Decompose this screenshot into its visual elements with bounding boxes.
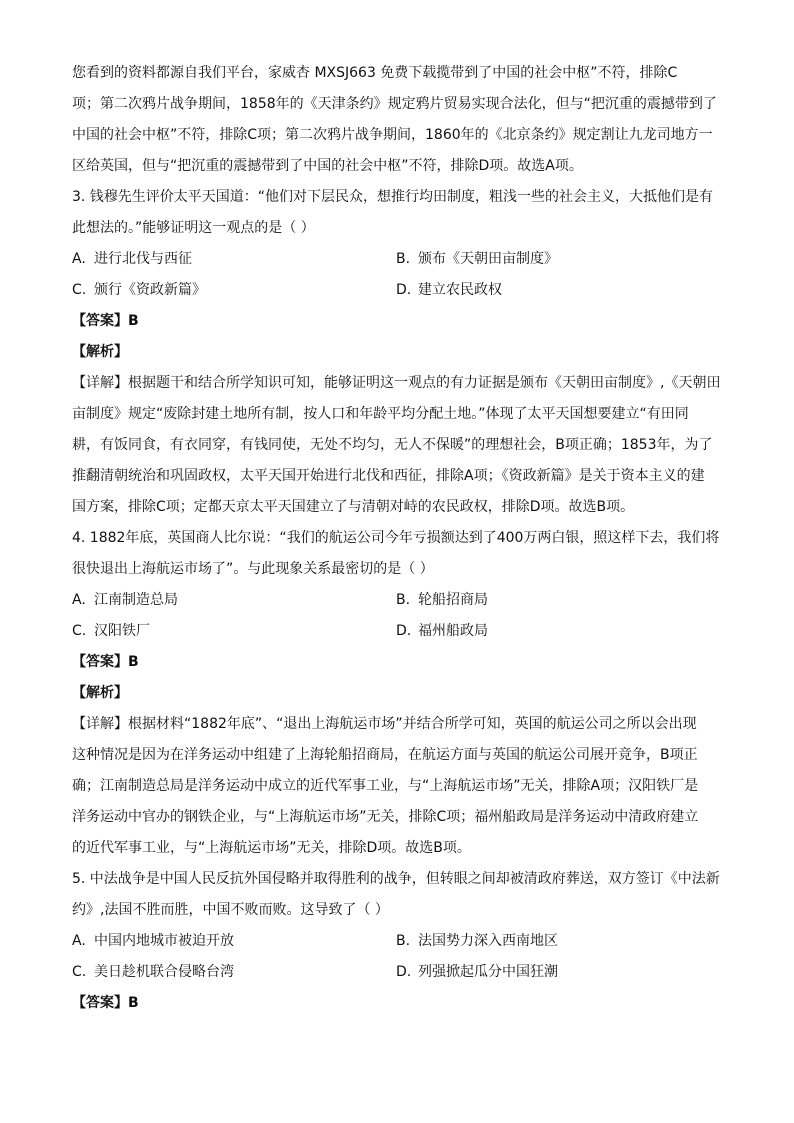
option-a: A. 江南制造总局 xyxy=(72,592,178,608)
option-c: C. 美日趁机联合侵略台湾 xyxy=(72,964,234,980)
option-b: B. 颁布《天朝田亩制度》 xyxy=(396,251,558,267)
options-grid xyxy=(72,244,724,306)
detail-line: 推翻清朝统治和巩固政权，太平天国开始进行北伐和西征，排除A项；《资政新篇》是关于资本主义的建 xyxy=(72,468,705,484)
detail-line: 洋务运动中官办的钢铁企业，与“上海航运市场”无关，排除C项；福州船政局是洋务运动中清政府建立 xyxy=(72,809,699,825)
options-grid xyxy=(72,926,724,988)
question-4 xyxy=(72,523,724,864)
text-line: 中国的社会中枢”不符，排除C项；第二次鸦片战争期间，1860年的《北京条约》规定割让九龙司地方一 xyxy=(72,127,713,143)
intro-paragraph xyxy=(72,58,724,182)
detail-line: 【详解】根据材料“1882年底”、“退出上海航运市场”并结合所学可知，英国的航运公司之所以会出现 xyxy=(72,716,697,732)
option-c: C. 颁行《资政新篇》 xyxy=(72,282,206,298)
question-stem-line: 5. 中法战争是中国人民反抗外国侵略并取得胜利的战争，但转眼之间却被清政府葬送，双方签订《中法新 xyxy=(72,871,720,887)
option-d: D. 福州船政局 xyxy=(396,623,488,639)
analysis-label: 【解析】 xyxy=(72,685,128,701)
answer-label: 【答案】B xyxy=(72,654,139,670)
question-stem-line: 4. 1882年底，英国商人比尔说：“我们的航运公司今年亏损额达到了400万两白银，照这样下去，我们将 xyxy=(72,530,720,546)
question-5 xyxy=(72,864,724,1019)
question-3 xyxy=(72,182,724,523)
answer-label: 【答案】B xyxy=(72,313,139,329)
options-grid xyxy=(72,585,724,647)
text-line: 您看到的资料都源自我们平台，家威杏 MXSJ663 免费下载揽带到了中国的社会中枢”不符，排除C xyxy=(72,65,678,81)
text-line: 区给英国，但与“把沉重的震撼带到了中国的社会中枢”不符，排除D项。故选A项。 xyxy=(72,158,583,174)
option-b: B. 法国势力深入西南地区 xyxy=(396,933,558,949)
detail-line: 这种情况是因为在洋务运动中组建了上海轮船招商局，在航运方面与英国的航运公司展开竞争，B项正 xyxy=(72,747,698,763)
question-stem-line: 约》,法国不胜而胜，中国不败而败。这导致了（ ） xyxy=(72,902,389,918)
option-c: C. 汉阳铁厂 xyxy=(72,623,150,639)
option-d: D. 建立农民政权 xyxy=(396,282,502,298)
option-d: D. 列强掀起瓜分中国狂潮 xyxy=(396,964,558,980)
option-a: A. 进行北伐与西征 xyxy=(72,251,192,267)
option-b: B. 轮船招商局 xyxy=(396,592,488,608)
document-content xyxy=(72,58,724,1019)
detail-line: 亩制度》规定“废除封建土地所有制，按人口和年龄平均分配土地。”体现了太平天国想要建立“有田同 xyxy=(72,406,689,422)
detail-line: 的近代军事工业，与“上海航运市场”无关，排除D项。故选B项。 xyxy=(72,840,471,856)
question-stem-line: 此想法的。”能够证明这一观点的是（ ） xyxy=(72,220,315,236)
analysis-label: 【解析】 xyxy=(72,344,128,360)
detail-line: 确；江南制造总局是洋务运动中成立的近代军事工业，与“上海航运市场”无关，排除A项；汉阳铁厂是 xyxy=(72,778,699,794)
detail-line: 国方案，排除C项；定都天京太平天国建立了与清朝对峙的农民政权，排除D项。故选B项。 xyxy=(72,499,635,515)
question-stem-line: 3. 钱穆先生评价太平天国道：“他们对下层民众，想推行均田制度，粗浅一些的社会主义，大抵他们是有 xyxy=(72,189,714,205)
detail-line: 【详解】根据题干和结合所学知识可知，能够证明这一观点的有力证据是颁布《天朝田亩制度》,《天朝田 xyxy=(72,375,721,391)
question-stem-line: 很快退出上海航运市场了”。与此现象关系最密切的是（ ） xyxy=(72,561,434,577)
detail-line: 耕，有饭同食，有衣同穿，有钱同使，无处不均匀，无人不保暖”的理想社会，B项正确；1853年，为了 xyxy=(72,437,713,453)
option-a: A. 中国内地城市被迫开放 xyxy=(72,933,234,949)
answer-label: 【答案】B xyxy=(72,995,139,1011)
text-line: 项；第二次鸦片战争期间，1858年的《天津条约》规定鸦片贸易实现合法化，但与“把沉重的震撼带到了 xyxy=(72,96,717,112)
